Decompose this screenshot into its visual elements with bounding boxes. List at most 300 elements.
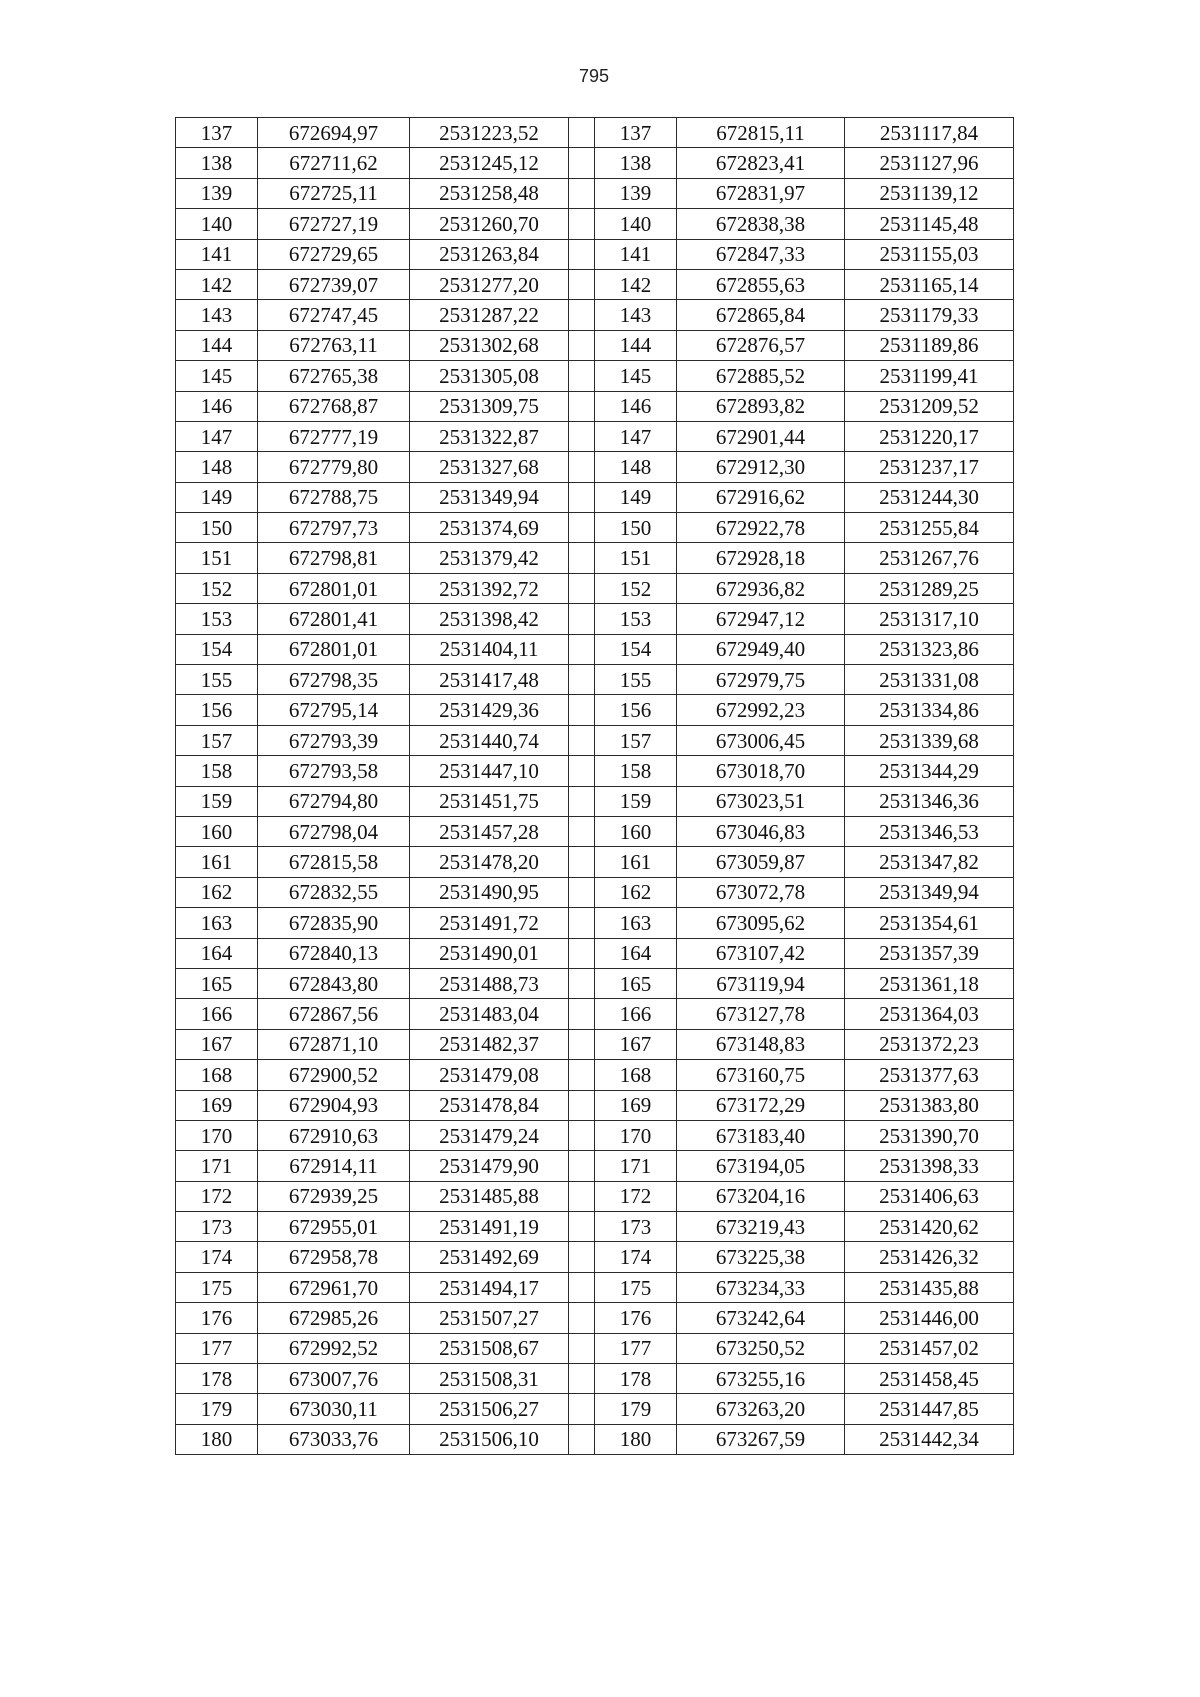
- left-y-coordinate-cell: 2531492,69: [410, 1242, 569, 1272]
- left-x-coordinate-cell: 672798,35: [258, 665, 410, 695]
- left-y-coordinate-cell: 2531491,72: [410, 908, 569, 938]
- left-x-coordinate-cell: 672793,58: [258, 756, 410, 786]
- left-point-number-cell: 179: [176, 1394, 258, 1424]
- left-y-coordinate-cell: 2531260,70: [410, 209, 569, 239]
- right-x-coordinate-cell: 673072,78: [677, 877, 845, 907]
- right-x-coordinate-cell: 673234,33: [677, 1272, 845, 1302]
- right-y-coordinate-cell: 2531383,80: [845, 1090, 1014, 1120]
- right-y-coordinate-cell: 2531447,85: [845, 1394, 1014, 1424]
- right-point-number-cell: 161: [595, 847, 677, 877]
- spacer-cell: [569, 695, 595, 725]
- right-x-coordinate-cell: 673204,16: [677, 1181, 845, 1211]
- left-point-number-cell: 138: [176, 148, 258, 178]
- right-point-number-cell: 152: [595, 573, 677, 603]
- table-row: [176, 877, 1014, 907]
- right-point-number-cell: 172: [595, 1181, 677, 1211]
- right-y-coordinate-cell: 2531446,00: [845, 1303, 1014, 1333]
- left-point-number-cell: 167: [176, 1029, 258, 1059]
- right-point-number-cell: 145: [595, 361, 677, 391]
- right-y-coordinate-cell: 2531155,03: [845, 239, 1014, 269]
- spacer-cell: [569, 847, 595, 877]
- table-row: [176, 756, 1014, 786]
- left-x-coordinate-cell: 672765,38: [258, 361, 410, 391]
- left-point-number-cell: 158: [176, 756, 258, 786]
- left-x-coordinate-cell: 672843,80: [258, 968, 410, 998]
- left-point-number-cell: 137: [176, 118, 258, 148]
- coordinates-table: [175, 117, 1014, 1455]
- right-x-coordinate-cell: 673267,59: [677, 1424, 845, 1454]
- left-y-coordinate-cell: 2531483,04: [410, 999, 569, 1029]
- left-point-number-cell: 143: [176, 300, 258, 330]
- spacer-cell: [569, 452, 595, 482]
- table-row: [176, 1120, 1014, 1150]
- right-x-coordinate-cell: 672901,44: [677, 421, 845, 451]
- left-point-number-cell: 172: [176, 1181, 258, 1211]
- right-x-coordinate-cell: 673006,45: [677, 725, 845, 755]
- spacer-cell: [569, 269, 595, 299]
- right-y-coordinate-cell: 2531244,30: [845, 482, 1014, 512]
- right-x-coordinate-cell: 673172,29: [677, 1090, 845, 1120]
- left-point-number-cell: 180: [176, 1424, 258, 1454]
- table-row: [176, 239, 1014, 269]
- right-point-number-cell: 148: [595, 452, 677, 482]
- left-y-coordinate-cell: 2531457,28: [410, 816, 569, 846]
- left-y-coordinate-cell: 2531490,01: [410, 938, 569, 968]
- left-y-coordinate-cell: 2531478,84: [410, 1090, 569, 1120]
- right-y-coordinate-cell: 2531442,34: [845, 1424, 1014, 1454]
- spacer-cell: [569, 756, 595, 786]
- right-y-coordinate-cell: 2531237,17: [845, 452, 1014, 482]
- right-y-coordinate-cell: 2531209,52: [845, 391, 1014, 421]
- left-x-coordinate-cell: 672801,41: [258, 604, 410, 634]
- right-y-coordinate-cell: 2531317,10: [845, 604, 1014, 634]
- spacer-cell: [569, 1394, 595, 1424]
- right-point-number-cell: 168: [595, 1060, 677, 1090]
- right-y-coordinate-cell: 2531117,84: [845, 118, 1014, 148]
- right-point-number-cell: 141: [595, 239, 677, 269]
- right-x-coordinate-cell: 672992,23: [677, 695, 845, 725]
- left-x-coordinate-cell: 672961,70: [258, 1272, 410, 1302]
- spacer-cell: [569, 634, 595, 664]
- left-y-coordinate-cell: 2531349,94: [410, 482, 569, 512]
- right-y-coordinate-cell: 2531390,70: [845, 1120, 1014, 1150]
- table-row: [176, 330, 1014, 360]
- coordinates-table-body: [176, 118, 1014, 1455]
- left-y-coordinate-cell: 2531327,68: [410, 452, 569, 482]
- spacer-cell: [569, 1060, 595, 1090]
- left-y-coordinate-cell: 2531245,12: [410, 148, 569, 178]
- spacer-cell: [569, 148, 595, 178]
- left-y-coordinate-cell: 2531479,24: [410, 1120, 569, 1150]
- table-row: [176, 178, 1014, 208]
- spacer-cell: [569, 968, 595, 998]
- spacer-cell: [569, 1242, 595, 1272]
- right-point-number-cell: 146: [595, 391, 677, 421]
- left-y-coordinate-cell: 2531398,42: [410, 604, 569, 634]
- left-y-coordinate-cell: 2531506,27: [410, 1394, 569, 1424]
- left-point-number-cell: 164: [176, 938, 258, 968]
- left-point-number-cell: 140: [176, 209, 258, 239]
- left-x-coordinate-cell: 672801,01: [258, 573, 410, 603]
- right-point-number-cell: 177: [595, 1333, 677, 1363]
- right-x-coordinate-cell: 673095,62: [677, 908, 845, 938]
- right-x-coordinate-cell: 673194,05: [677, 1151, 845, 1181]
- table-row: [176, 148, 1014, 178]
- right-x-coordinate-cell: 672855,63: [677, 269, 845, 299]
- right-y-coordinate-cell: 2531145,48: [845, 209, 1014, 239]
- right-y-coordinate-cell: 2531420,62: [845, 1212, 1014, 1242]
- table-row: [176, 1272, 1014, 1302]
- left-y-coordinate-cell: 2531488,73: [410, 968, 569, 998]
- right-x-coordinate-cell: 672912,30: [677, 452, 845, 482]
- left-y-coordinate-cell: 2531302,68: [410, 330, 569, 360]
- right-x-coordinate-cell: 672947,12: [677, 604, 845, 634]
- left-y-coordinate-cell: 2531392,72: [410, 573, 569, 603]
- left-y-coordinate-cell: 2531506,10: [410, 1424, 569, 1454]
- right-point-number-cell: 173: [595, 1212, 677, 1242]
- spacer-cell: [569, 725, 595, 755]
- right-y-coordinate-cell: 2531349,94: [845, 877, 1014, 907]
- right-point-number-cell: 178: [595, 1364, 677, 1394]
- spacer-cell: [569, 482, 595, 512]
- right-x-coordinate-cell: 672847,33: [677, 239, 845, 269]
- right-point-number-cell: 164: [595, 938, 677, 968]
- spacer-cell: [569, 1090, 595, 1120]
- left-point-number-cell: 156: [176, 695, 258, 725]
- right-point-number-cell: 159: [595, 786, 677, 816]
- left-point-number-cell: 151: [176, 543, 258, 573]
- left-point-number-cell: 161: [176, 847, 258, 877]
- left-y-coordinate-cell: 2531429,36: [410, 695, 569, 725]
- right-x-coordinate-cell: 673018,70: [677, 756, 845, 786]
- table-row: [176, 665, 1014, 695]
- left-x-coordinate-cell: 672727,19: [258, 209, 410, 239]
- right-y-coordinate-cell: 2531323,86: [845, 634, 1014, 664]
- table-row: [176, 118, 1014, 148]
- right-x-coordinate-cell: 673059,87: [677, 847, 845, 877]
- left-y-coordinate-cell: 2531507,27: [410, 1303, 569, 1333]
- right-point-number-cell: 147: [595, 421, 677, 451]
- table-row: [176, 1303, 1014, 1333]
- table-row: [176, 634, 1014, 664]
- spacer-cell: [569, 786, 595, 816]
- left-point-number-cell: 146: [176, 391, 258, 421]
- right-x-coordinate-cell: 672885,52: [677, 361, 845, 391]
- table-row: [176, 1029, 1014, 1059]
- left-y-coordinate-cell: 2531447,10: [410, 756, 569, 786]
- right-y-coordinate-cell: 2531165,14: [845, 269, 1014, 299]
- left-x-coordinate-cell: 672797,73: [258, 513, 410, 543]
- spacer-cell: [569, 573, 595, 603]
- left-x-coordinate-cell: 672763,11: [258, 330, 410, 360]
- left-point-number-cell: 169: [176, 1090, 258, 1120]
- right-x-coordinate-cell: 672936,82: [677, 573, 845, 603]
- right-point-number-cell: 149: [595, 482, 677, 512]
- left-point-number-cell: 142: [176, 269, 258, 299]
- right-y-coordinate-cell: 2531220,17: [845, 421, 1014, 451]
- left-y-coordinate-cell: 2531485,88: [410, 1181, 569, 1211]
- table-row: [176, 968, 1014, 998]
- table-row: [176, 938, 1014, 968]
- left-x-coordinate-cell: 672867,56: [258, 999, 410, 1029]
- table-row: [176, 482, 1014, 512]
- right-x-coordinate-cell: 672815,11: [677, 118, 845, 148]
- left-x-coordinate-cell: 672779,80: [258, 452, 410, 482]
- spacer-cell: [569, 209, 595, 239]
- spacer-cell: [569, 877, 595, 907]
- right-point-number-cell: 139: [595, 178, 677, 208]
- right-x-coordinate-cell: 672823,41: [677, 148, 845, 178]
- left-point-number-cell: 148: [176, 452, 258, 482]
- left-x-coordinate-cell: 672958,78: [258, 1242, 410, 1272]
- right-x-coordinate-cell: 672876,57: [677, 330, 845, 360]
- left-x-coordinate-cell: 672694,97: [258, 118, 410, 148]
- table-row: [176, 421, 1014, 451]
- left-y-coordinate-cell: 2531258,48: [410, 178, 569, 208]
- table-row: [176, 695, 1014, 725]
- right-point-number-cell: 157: [595, 725, 677, 755]
- right-x-coordinate-cell: 672838,38: [677, 209, 845, 239]
- right-point-number-cell: 144: [595, 330, 677, 360]
- table-row: [176, 361, 1014, 391]
- spacer-cell: [569, 239, 595, 269]
- left-point-number-cell: 152: [176, 573, 258, 603]
- left-y-coordinate-cell: 2531508,31: [410, 1364, 569, 1394]
- left-point-number-cell: 163: [176, 908, 258, 938]
- left-x-coordinate-cell: 672832,55: [258, 877, 410, 907]
- table-row: [176, 604, 1014, 634]
- right-point-number-cell: 153: [595, 604, 677, 634]
- left-x-coordinate-cell: 672739,07: [258, 269, 410, 299]
- table-row: [176, 1151, 1014, 1181]
- left-x-coordinate-cell: 672747,45: [258, 300, 410, 330]
- left-point-number-cell: 173: [176, 1212, 258, 1242]
- spacer-cell: [569, 1120, 595, 1150]
- table-row: [176, 786, 1014, 816]
- right-y-coordinate-cell: 2531334,86: [845, 695, 1014, 725]
- left-y-coordinate-cell: 2531494,17: [410, 1272, 569, 1302]
- right-point-number-cell: 137: [595, 118, 677, 148]
- right-y-coordinate-cell: 2531406,63: [845, 1181, 1014, 1211]
- right-point-number-cell: 162: [595, 877, 677, 907]
- right-y-coordinate-cell: 2531372,23: [845, 1029, 1014, 1059]
- left-point-number-cell: 171: [176, 1151, 258, 1181]
- right-x-coordinate-cell: 673219,43: [677, 1212, 845, 1242]
- left-point-number-cell: 165: [176, 968, 258, 998]
- left-x-coordinate-cell: 672992,52: [258, 1333, 410, 1363]
- left-point-number-cell: 147: [176, 421, 258, 451]
- spacer-cell: [569, 300, 595, 330]
- left-point-number-cell: 150: [176, 513, 258, 543]
- left-x-coordinate-cell: 672871,10: [258, 1029, 410, 1059]
- left-x-coordinate-cell: 673030,11: [258, 1394, 410, 1424]
- spacer-cell: [569, 543, 595, 573]
- right-y-coordinate-cell: 2531179,33: [845, 300, 1014, 330]
- left-x-coordinate-cell: 672835,90: [258, 908, 410, 938]
- left-point-number-cell: 178: [176, 1364, 258, 1394]
- table-row: [176, 513, 1014, 543]
- right-x-coordinate-cell: 673107,42: [677, 938, 845, 968]
- left-x-coordinate-cell: 672798,81: [258, 543, 410, 573]
- table-row: [176, 1212, 1014, 1242]
- spacer-cell: [569, 361, 595, 391]
- right-point-number-cell: 175: [595, 1272, 677, 1302]
- right-x-coordinate-cell: 672893,82: [677, 391, 845, 421]
- left-x-coordinate-cell: 672840,13: [258, 938, 410, 968]
- right-y-coordinate-cell: 2531346,36: [845, 786, 1014, 816]
- table-row: [176, 543, 1014, 573]
- right-x-coordinate-cell: 673160,75: [677, 1060, 845, 1090]
- right-x-coordinate-cell: 672865,84: [677, 300, 845, 330]
- spacer-cell: [569, 330, 595, 360]
- right-y-coordinate-cell: 2531458,45: [845, 1364, 1014, 1394]
- left-x-coordinate-cell: 672910,63: [258, 1120, 410, 1150]
- right-point-number-cell: 176: [595, 1303, 677, 1333]
- spacer-cell: [569, 908, 595, 938]
- right-y-coordinate-cell: 2531189,86: [845, 330, 1014, 360]
- right-y-coordinate-cell: 2531364,03: [845, 999, 1014, 1029]
- left-y-coordinate-cell: 2531478,20: [410, 847, 569, 877]
- right-point-number-cell: 142: [595, 269, 677, 299]
- right-point-number-cell: 165: [595, 968, 677, 998]
- table-row: [176, 847, 1014, 877]
- right-y-coordinate-cell: 2531426,32: [845, 1242, 1014, 1272]
- right-x-coordinate-cell: 672922,78: [677, 513, 845, 543]
- left-point-number-cell: 144: [176, 330, 258, 360]
- left-y-coordinate-cell: 2531223,52: [410, 118, 569, 148]
- table-row: [176, 209, 1014, 239]
- left-x-coordinate-cell: 672904,93: [258, 1090, 410, 1120]
- spacer-cell: [569, 1303, 595, 1333]
- left-x-coordinate-cell: 672729,65: [258, 239, 410, 269]
- left-y-coordinate-cell: 2531309,75: [410, 391, 569, 421]
- right-x-coordinate-cell: 673225,38: [677, 1242, 845, 1272]
- right-y-coordinate-cell: 2531255,84: [845, 513, 1014, 543]
- left-y-coordinate-cell: 2531379,42: [410, 543, 569, 573]
- right-y-coordinate-cell: 2531127,96: [845, 148, 1014, 178]
- table-row: [176, 269, 1014, 299]
- right-y-coordinate-cell: 2531199,41: [845, 361, 1014, 391]
- right-point-number-cell: 143: [595, 300, 677, 330]
- right-y-coordinate-cell: 2531357,39: [845, 938, 1014, 968]
- table-row: [176, 300, 1014, 330]
- spacer-cell: [569, 1333, 595, 1363]
- left-point-number-cell: 170: [176, 1120, 258, 1150]
- spacer-cell: [569, 1029, 595, 1059]
- left-x-coordinate-cell: 672815,58: [258, 847, 410, 877]
- right-x-coordinate-cell: 673255,16: [677, 1364, 845, 1394]
- left-x-coordinate-cell: 672788,75: [258, 482, 410, 512]
- left-x-coordinate-cell: 673007,76: [258, 1364, 410, 1394]
- right-x-coordinate-cell: 673183,40: [677, 1120, 845, 1150]
- right-y-coordinate-cell: 2531289,25: [845, 573, 1014, 603]
- left-point-number-cell: 177: [176, 1333, 258, 1363]
- right-x-coordinate-cell: 672928,18: [677, 543, 845, 573]
- left-y-coordinate-cell: 2531404,11: [410, 634, 569, 664]
- table-row: [176, 725, 1014, 755]
- spacer-cell: [569, 1181, 595, 1211]
- left-point-number-cell: 159: [176, 786, 258, 816]
- right-point-number-cell: 155: [595, 665, 677, 695]
- right-x-coordinate-cell: 673250,52: [677, 1333, 845, 1363]
- left-y-coordinate-cell: 2531491,19: [410, 1212, 569, 1242]
- left-y-coordinate-cell: 2531440,74: [410, 725, 569, 755]
- left-y-coordinate-cell: 2531482,37: [410, 1029, 569, 1059]
- left-y-coordinate-cell: 2531305,08: [410, 361, 569, 391]
- left-x-coordinate-cell: 672711,62: [258, 148, 410, 178]
- right-x-coordinate-cell: 672916,62: [677, 482, 845, 512]
- right-y-coordinate-cell: 2531346,53: [845, 816, 1014, 846]
- right-y-coordinate-cell: 2531377,63: [845, 1060, 1014, 1090]
- right-y-coordinate-cell: 2531361,18: [845, 968, 1014, 998]
- spacer-cell: [569, 1272, 595, 1302]
- right-point-number-cell: 163: [595, 908, 677, 938]
- spacer-cell: [569, 999, 595, 1029]
- left-point-number-cell: 162: [176, 877, 258, 907]
- right-point-number-cell: 171: [595, 1151, 677, 1181]
- left-x-coordinate-cell: 672801,01: [258, 634, 410, 664]
- right-x-coordinate-cell: 673127,78: [677, 999, 845, 1029]
- right-point-number-cell: 138: [595, 148, 677, 178]
- spacer-cell: [569, 421, 595, 451]
- right-y-coordinate-cell: 2531344,29: [845, 756, 1014, 786]
- right-x-coordinate-cell: 673023,51: [677, 786, 845, 816]
- left-y-coordinate-cell: 2531479,90: [410, 1151, 569, 1181]
- spacer-cell: [569, 1424, 595, 1454]
- table-row: [176, 1060, 1014, 1090]
- right-point-number-cell: 180: [595, 1424, 677, 1454]
- spacer-cell: [569, 938, 595, 968]
- left-y-coordinate-cell: 2531263,84: [410, 239, 569, 269]
- left-point-number-cell: 157: [176, 725, 258, 755]
- right-y-coordinate-cell: 2531267,76: [845, 543, 1014, 573]
- left-point-number-cell: 168: [176, 1060, 258, 1090]
- left-point-number-cell: 155: [176, 665, 258, 695]
- left-y-coordinate-cell: 2531374,69: [410, 513, 569, 543]
- table-row: [176, 573, 1014, 603]
- right-point-number-cell: 156: [595, 695, 677, 725]
- table-row: [176, 391, 1014, 421]
- right-point-number-cell: 179: [595, 1394, 677, 1424]
- right-point-number-cell: 160: [595, 816, 677, 846]
- table-row: [176, 816, 1014, 846]
- left-y-coordinate-cell: 2531322,87: [410, 421, 569, 451]
- right-y-coordinate-cell: 2531457,02: [845, 1333, 1014, 1363]
- left-x-coordinate-cell: 672914,11: [258, 1151, 410, 1181]
- left-x-coordinate-cell: 672798,04: [258, 816, 410, 846]
- right-y-coordinate-cell: 2531347,82: [845, 847, 1014, 877]
- left-point-number-cell: 141: [176, 239, 258, 269]
- spacer-cell: [569, 1212, 595, 1242]
- right-x-coordinate-cell: 672979,75: [677, 665, 845, 695]
- right-x-coordinate-cell: 673242,64: [677, 1303, 845, 1333]
- left-y-coordinate-cell: 2531287,22: [410, 300, 569, 330]
- right-point-number-cell: 167: [595, 1029, 677, 1059]
- left-x-coordinate-cell: 673033,76: [258, 1424, 410, 1454]
- table-row: [176, 908, 1014, 938]
- right-x-coordinate-cell: 673046,83: [677, 816, 845, 846]
- left-x-coordinate-cell: 672985,26: [258, 1303, 410, 1333]
- table-row: [176, 1394, 1014, 1424]
- left-point-number-cell: 175: [176, 1272, 258, 1302]
- page-number: 795: [578, 66, 610, 86]
- left-x-coordinate-cell: 672900,52: [258, 1060, 410, 1090]
- spacer-cell: [569, 816, 595, 846]
- right-y-coordinate-cell: 2531139,12: [845, 178, 1014, 208]
- right-point-number-cell: 140: [595, 209, 677, 239]
- table-row: [176, 1090, 1014, 1120]
- left-point-number-cell: 153: [176, 604, 258, 634]
